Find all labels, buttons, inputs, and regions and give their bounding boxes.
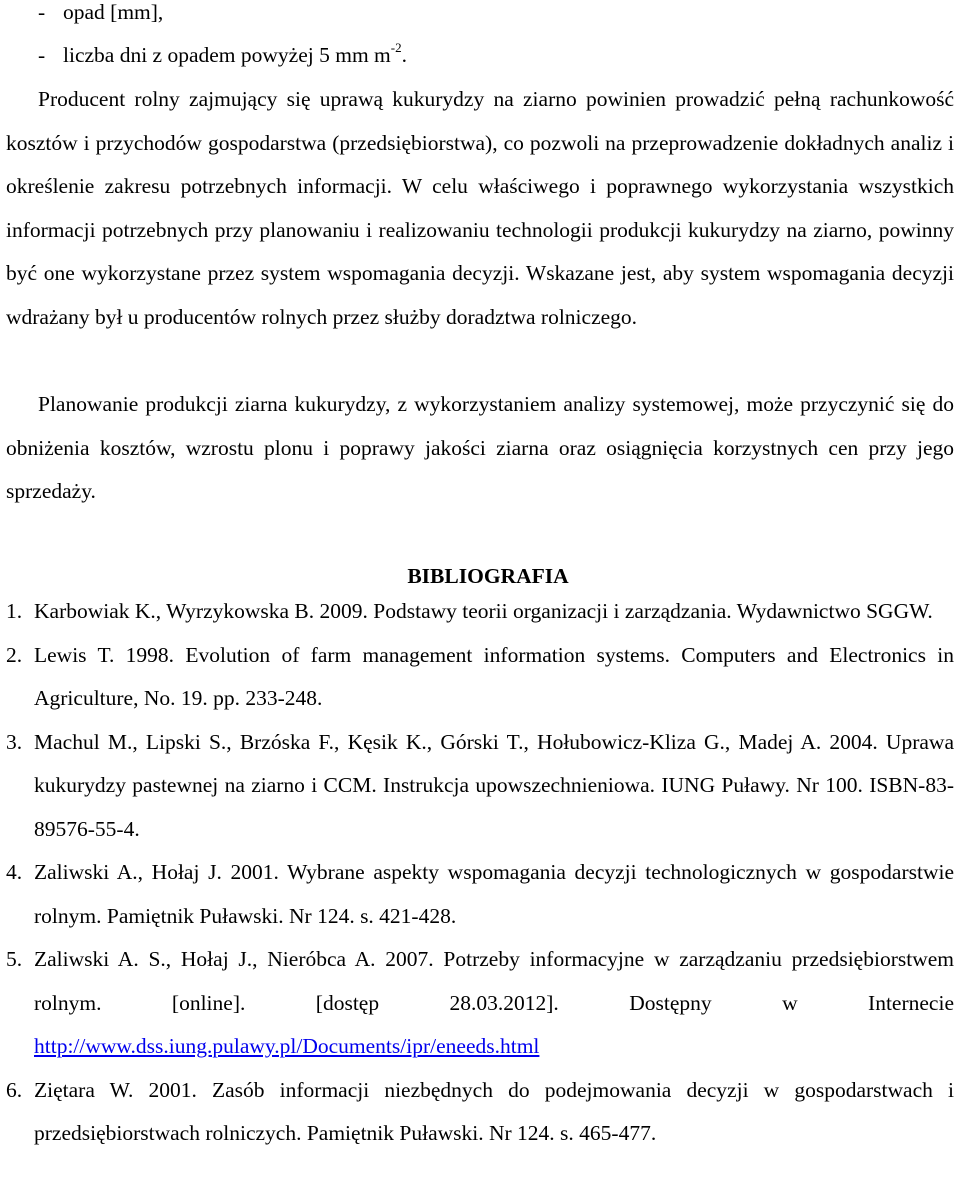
paragraph-planning: Planowanie produkcji ziarna kukurydzy, z wykorzystaniem analizy systemowej, może przyczynić się do obniżenia kosztów, wzrostu plonu i poprawy jakości ziarna oraz osiągnięcia korzystnych cen przy jego sprzedaży. — [6, 392, 954, 503]
item-number: 1. — [6, 599, 23, 623]
list-dash: - — [38, 43, 46, 67]
item-number: 4. — [6, 860, 23, 884]
item-text: Machul M., Lipski S., Brzóska F., Kęsik K., Górski T., Hołubowicz-Kliza G., Madej A. 2004. Uprawa kukurydzy pastewnej na ziarno i CCM. Instrukcja upowszechnieniowa. IUNG Puławy. Nr 100. ISBN-83-89576-55-4. — [34, 729, 954, 841]
list-item-rainfall — [38, 2, 163, 24]
item-number: 2. — [6, 642, 23, 667]
bibliography-title: BIBLIOGRAFIA — [407, 564, 569, 588]
bibliography-list — [6, 590, 954, 1156]
item-number: 3. — [6, 729, 23, 754]
item-text: Ziętara W. 2001. Zasób informacji niezbędnych do podejmowania decyzji w gospodarstwach i przedsiębiorstwach rolniczych. Pamiętnik Puławski. Nr 124. s. 465-477. — [34, 1077, 954, 1145]
list-item-rain-days — [38, 40, 407, 67]
item-text: Zaliwski A. S., Hołaj J., Nieróbca A. 2007. Potrzeby informacyjne w zarządzaniu przedsiębiorstwem rolnym. [online]. [dostęp 28.03.2012]. Dostępny w Internecie — [34, 947, 954, 1015]
item-text: Zaliwski A., Hołaj J. 2001. Wybrane aspekty wspomagania decyzji technologicznych w gospodarstwie rolnym. Pamiętnik Puławski. Nr 124. s. 421-428. — [34, 860, 954, 928]
superscript: -2 — [390, 40, 402, 55]
list-item-text: liczba dni z opadem powyżej 5 mm m — [63, 43, 391, 67]
item-number: 5. — [6, 947, 23, 971]
reference-link[interactable]: http://www.dss.iung.pulawy.pl/Documents/ipr/eneeds.html — [34, 1034, 540, 1058]
list-item-tail: . — [401, 43, 407, 67]
bibliography-item — [6, 634, 954, 721]
item-text: Lewis T. 1998. Evolution of farm management information systems. Computers and Electronics in Agriculture, No. 19. pp. 233-248. — [34, 642, 954, 710]
bibliography-item — [6, 721, 954, 852]
item-text: Karbowiak K., Wyrzykowska B. 2009. Podstawy teorii organizacji i zarządzania. Wydawnictwo SGGW. — [34, 599, 933, 623]
bibliography-item — [6, 851, 954, 938]
list-item-text: opad [mm], — [63, 0, 164, 24]
item-number: 6. — [6, 1077, 23, 1102]
paragraph-accounting: Producent rolny zajmujący się uprawą kukurydzy na ziarno powinien prowadzić pełną rachunkowość kosztów i przychodów gospodarstwa (przedsiębiorstwa), co pozwoli na przeprowadzenie dokładnych analiz i określenie zakresu potrzebnych informacji. W celu właściwego i poprawnego wykorzystania wszystkich informacji potrzebnych przy planowaniu i realizowaniu technologii produkcji kukurydzy na ziarno, powinny być one wykorzystane przez system wspomagania decyzji. Wskazane jest, aby system wspomagania decyzji wdrażany był u producentów rolnych przez służby doradztwa rolniczego. — [6, 87, 954, 329]
list-dash: - — [38, 0, 46, 24]
bibliography-item — [6, 590, 954, 634]
bibliography-item — [6, 938, 954, 1069]
bibliography-item — [6, 1069, 954, 1156]
